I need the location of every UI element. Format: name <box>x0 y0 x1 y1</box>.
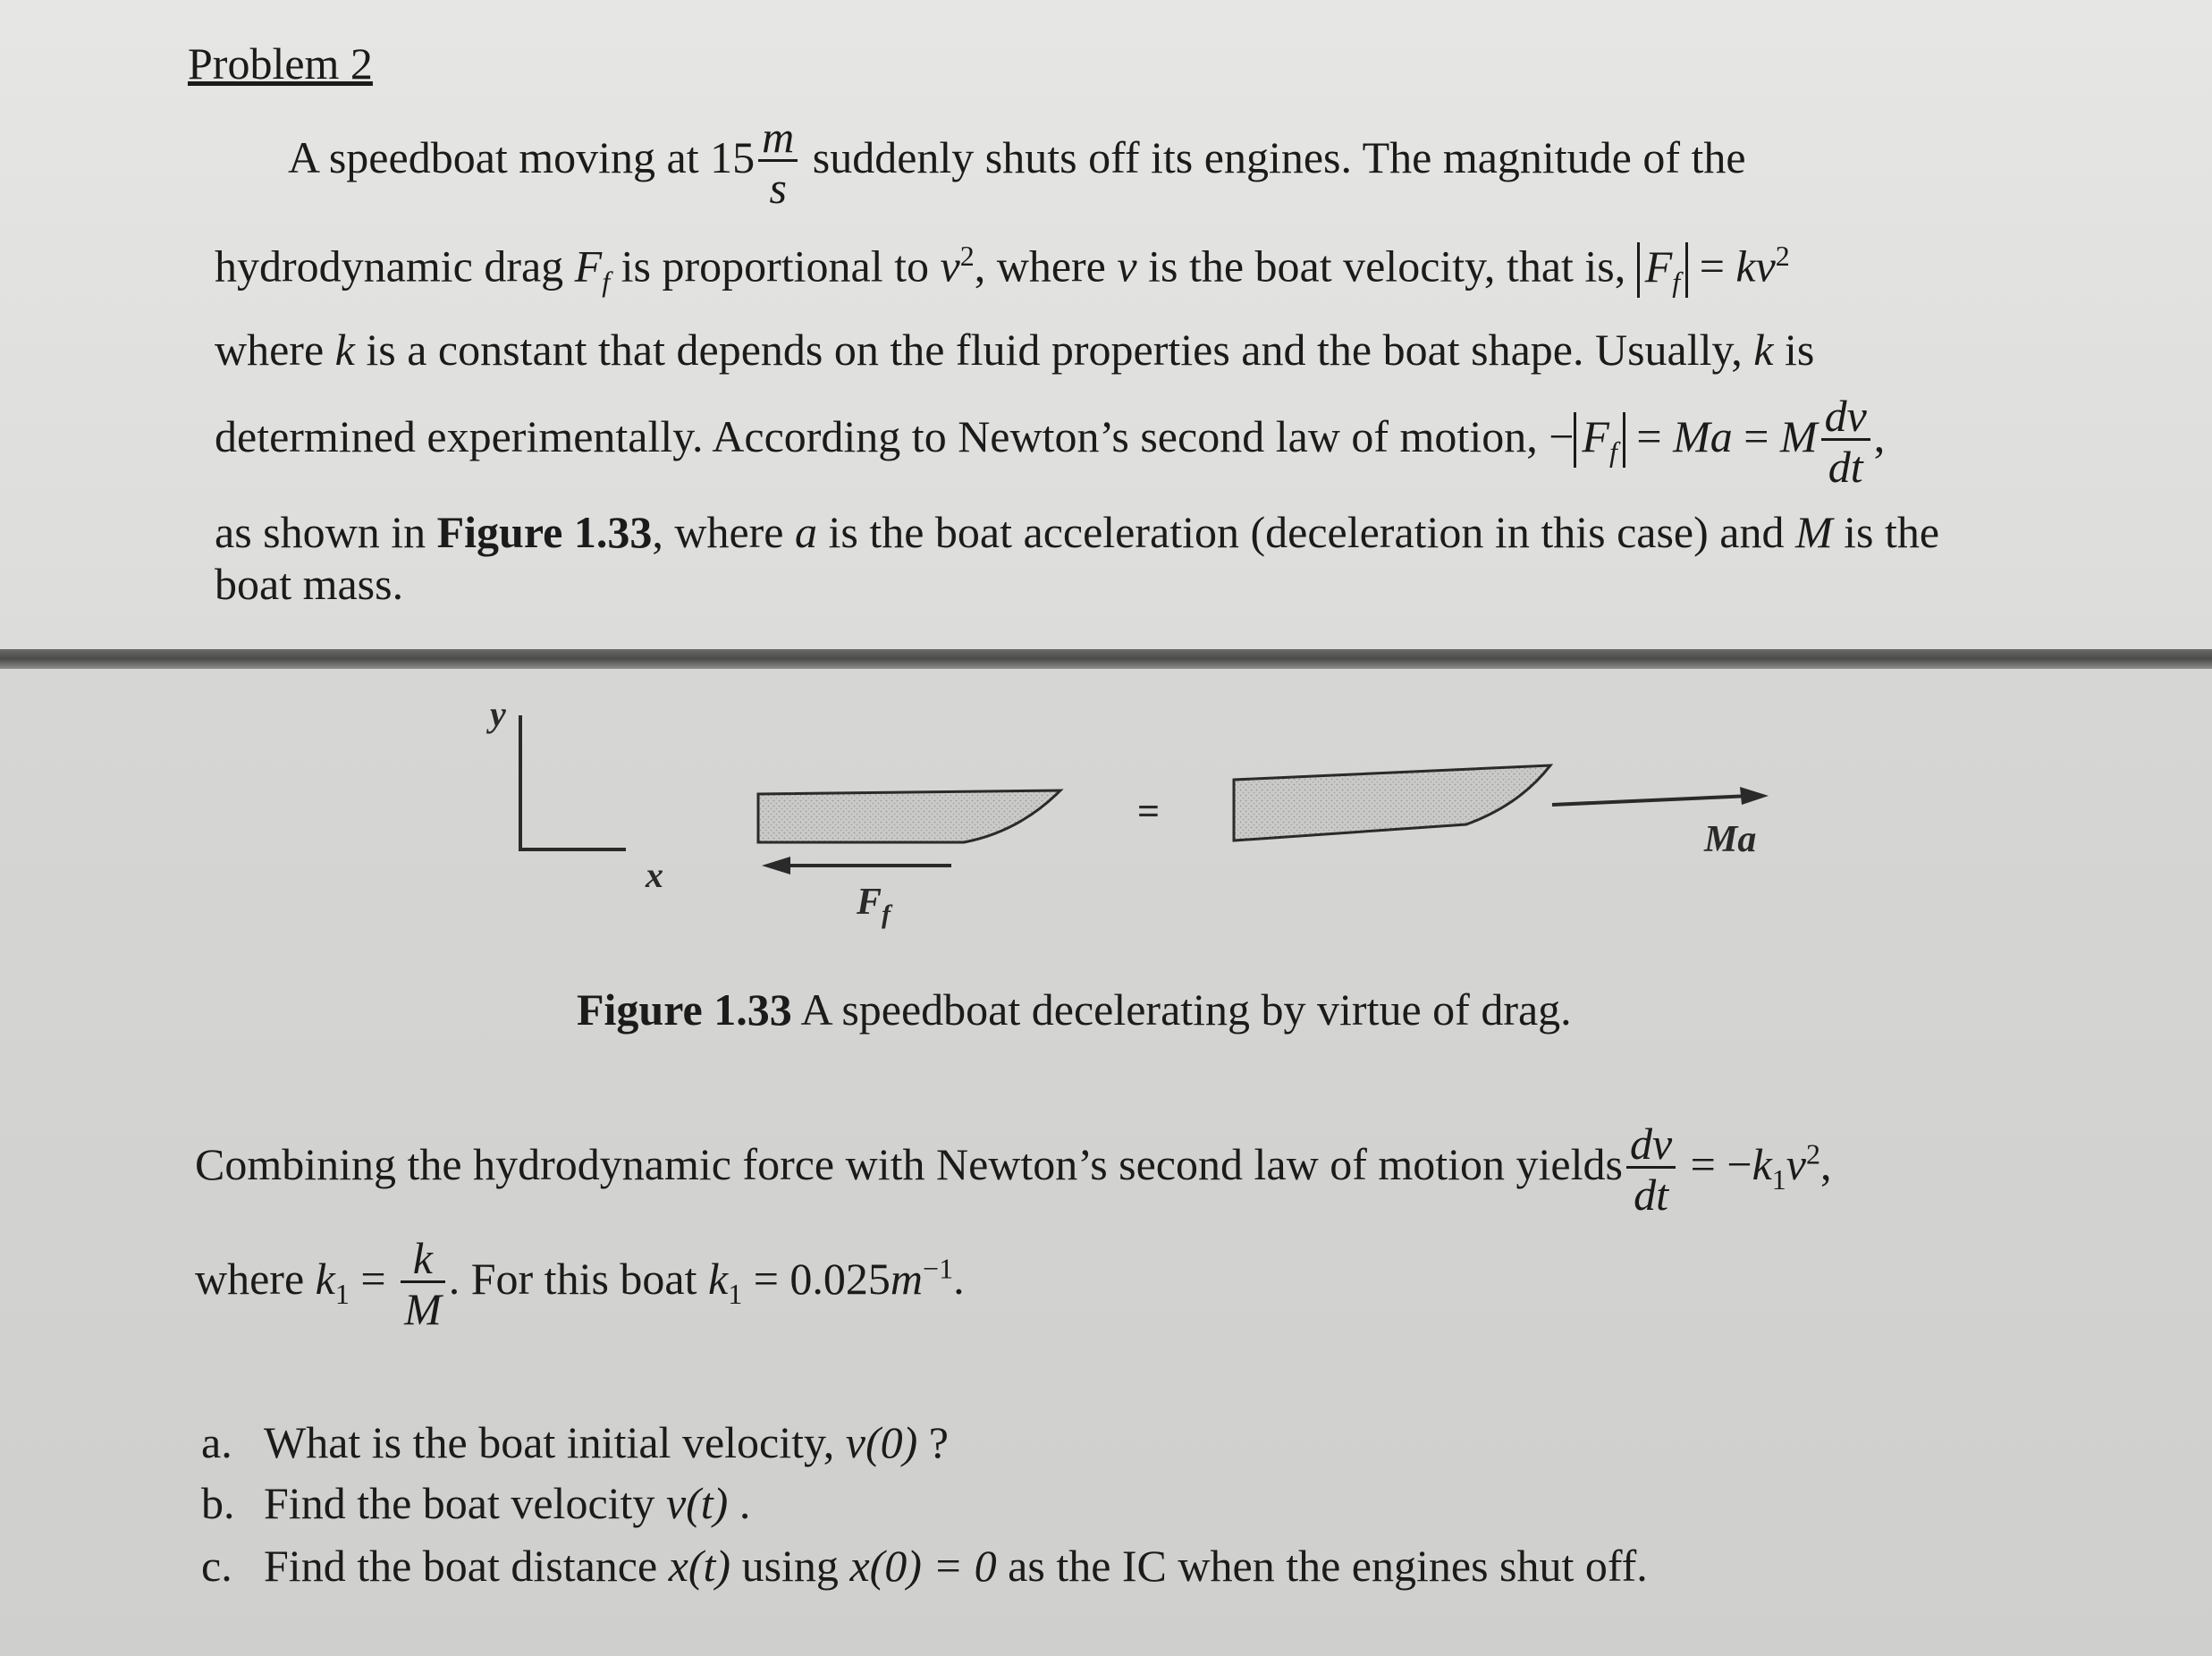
ma-arrow <box>1552 787 1769 805</box>
question-b: b. Find the boat velocity v(t) . <box>201 1478 751 1528</box>
boat-right-hull <box>1234 765 1550 841</box>
unit-fraction: $\frac{m}{s}$ <box>758 114 798 210</box>
coordinate-axes <box>519 715 626 851</box>
dv-dt-fraction: $\frac{dv}{dt}$ <box>1821 393 1870 489</box>
axis-x-label: x <box>646 855 663 895</box>
where-line: where $k_1$ = $\frac{k}{M}$ . For this boat $k_1 = 0.025m^{-1}$. <box>195 1233 965 1334</box>
figure-caption: Figure 1.33 A speedboat decelerating by virtue of drag. <box>577 984 1572 1035</box>
figure-equals: = <box>1137 790 1161 833</box>
intro-line-2: hydrodynamic drag $F_f$ is proportional to $v^2$, where v is the boat velocity, that is, $F_f = kv^2$ <box>215 240 1790 298</box>
ma-label: Ma <box>1704 819 1757 860</box>
boat-left-hull <box>758 790 1060 842</box>
k-over-m-fraction: $\frac{k}{M}$ <box>401 1236 445 1331</box>
intro-line-3: where k is a constant that depends on the fluid properties and the boat shape. Usually, k is <box>215 325 1815 375</box>
intro-line-1: A speedboat moving at 15 $\frac{m}{s}$ suddenly shuts off its engines. The magnitude of the <box>288 112 1746 213</box>
combine-dv-dt: $\frac{dv}{dt}$ <box>1626 1121 1676 1217</box>
intro-line-5: as shown in Figure 1.33, where a is the boat acceleration (deceleration in this case) and M is the <box>215 507 1940 557</box>
drag-magnitude-2: $F_f$ <box>1574 412 1625 468</box>
question-a: a. What is the boat initial velocity, v(0) ? <box>201 1417 949 1467</box>
drag-force-label: $F_f$ <box>857 882 891 929</box>
drag-arrow <box>762 857 951 874</box>
combine-line: Combining the hydrodynamic force with Newton’s second law of motion yields $\frac{dv}{dt}$ = $-k_1v^2$, <box>195 1119 1832 1220</box>
intro-line-4: determined experimentally. According to Newton’s second law of motion, − $F_f = Ma = M$ $\frac{dv}{dt}$ , <box>215 391 1886 492</box>
question-c: c. Find the boat distance x(t) using x(0) = 0 as the IC when the engines shut off. <box>201 1541 1648 1591</box>
axis-y-label: y <box>490 694 506 734</box>
intro-line-6: boat mass. <box>215 559 404 609</box>
problem-title: Problem 2 <box>188 38 373 89</box>
drag-magnitude: $F_f$ <box>1637 242 1688 298</box>
